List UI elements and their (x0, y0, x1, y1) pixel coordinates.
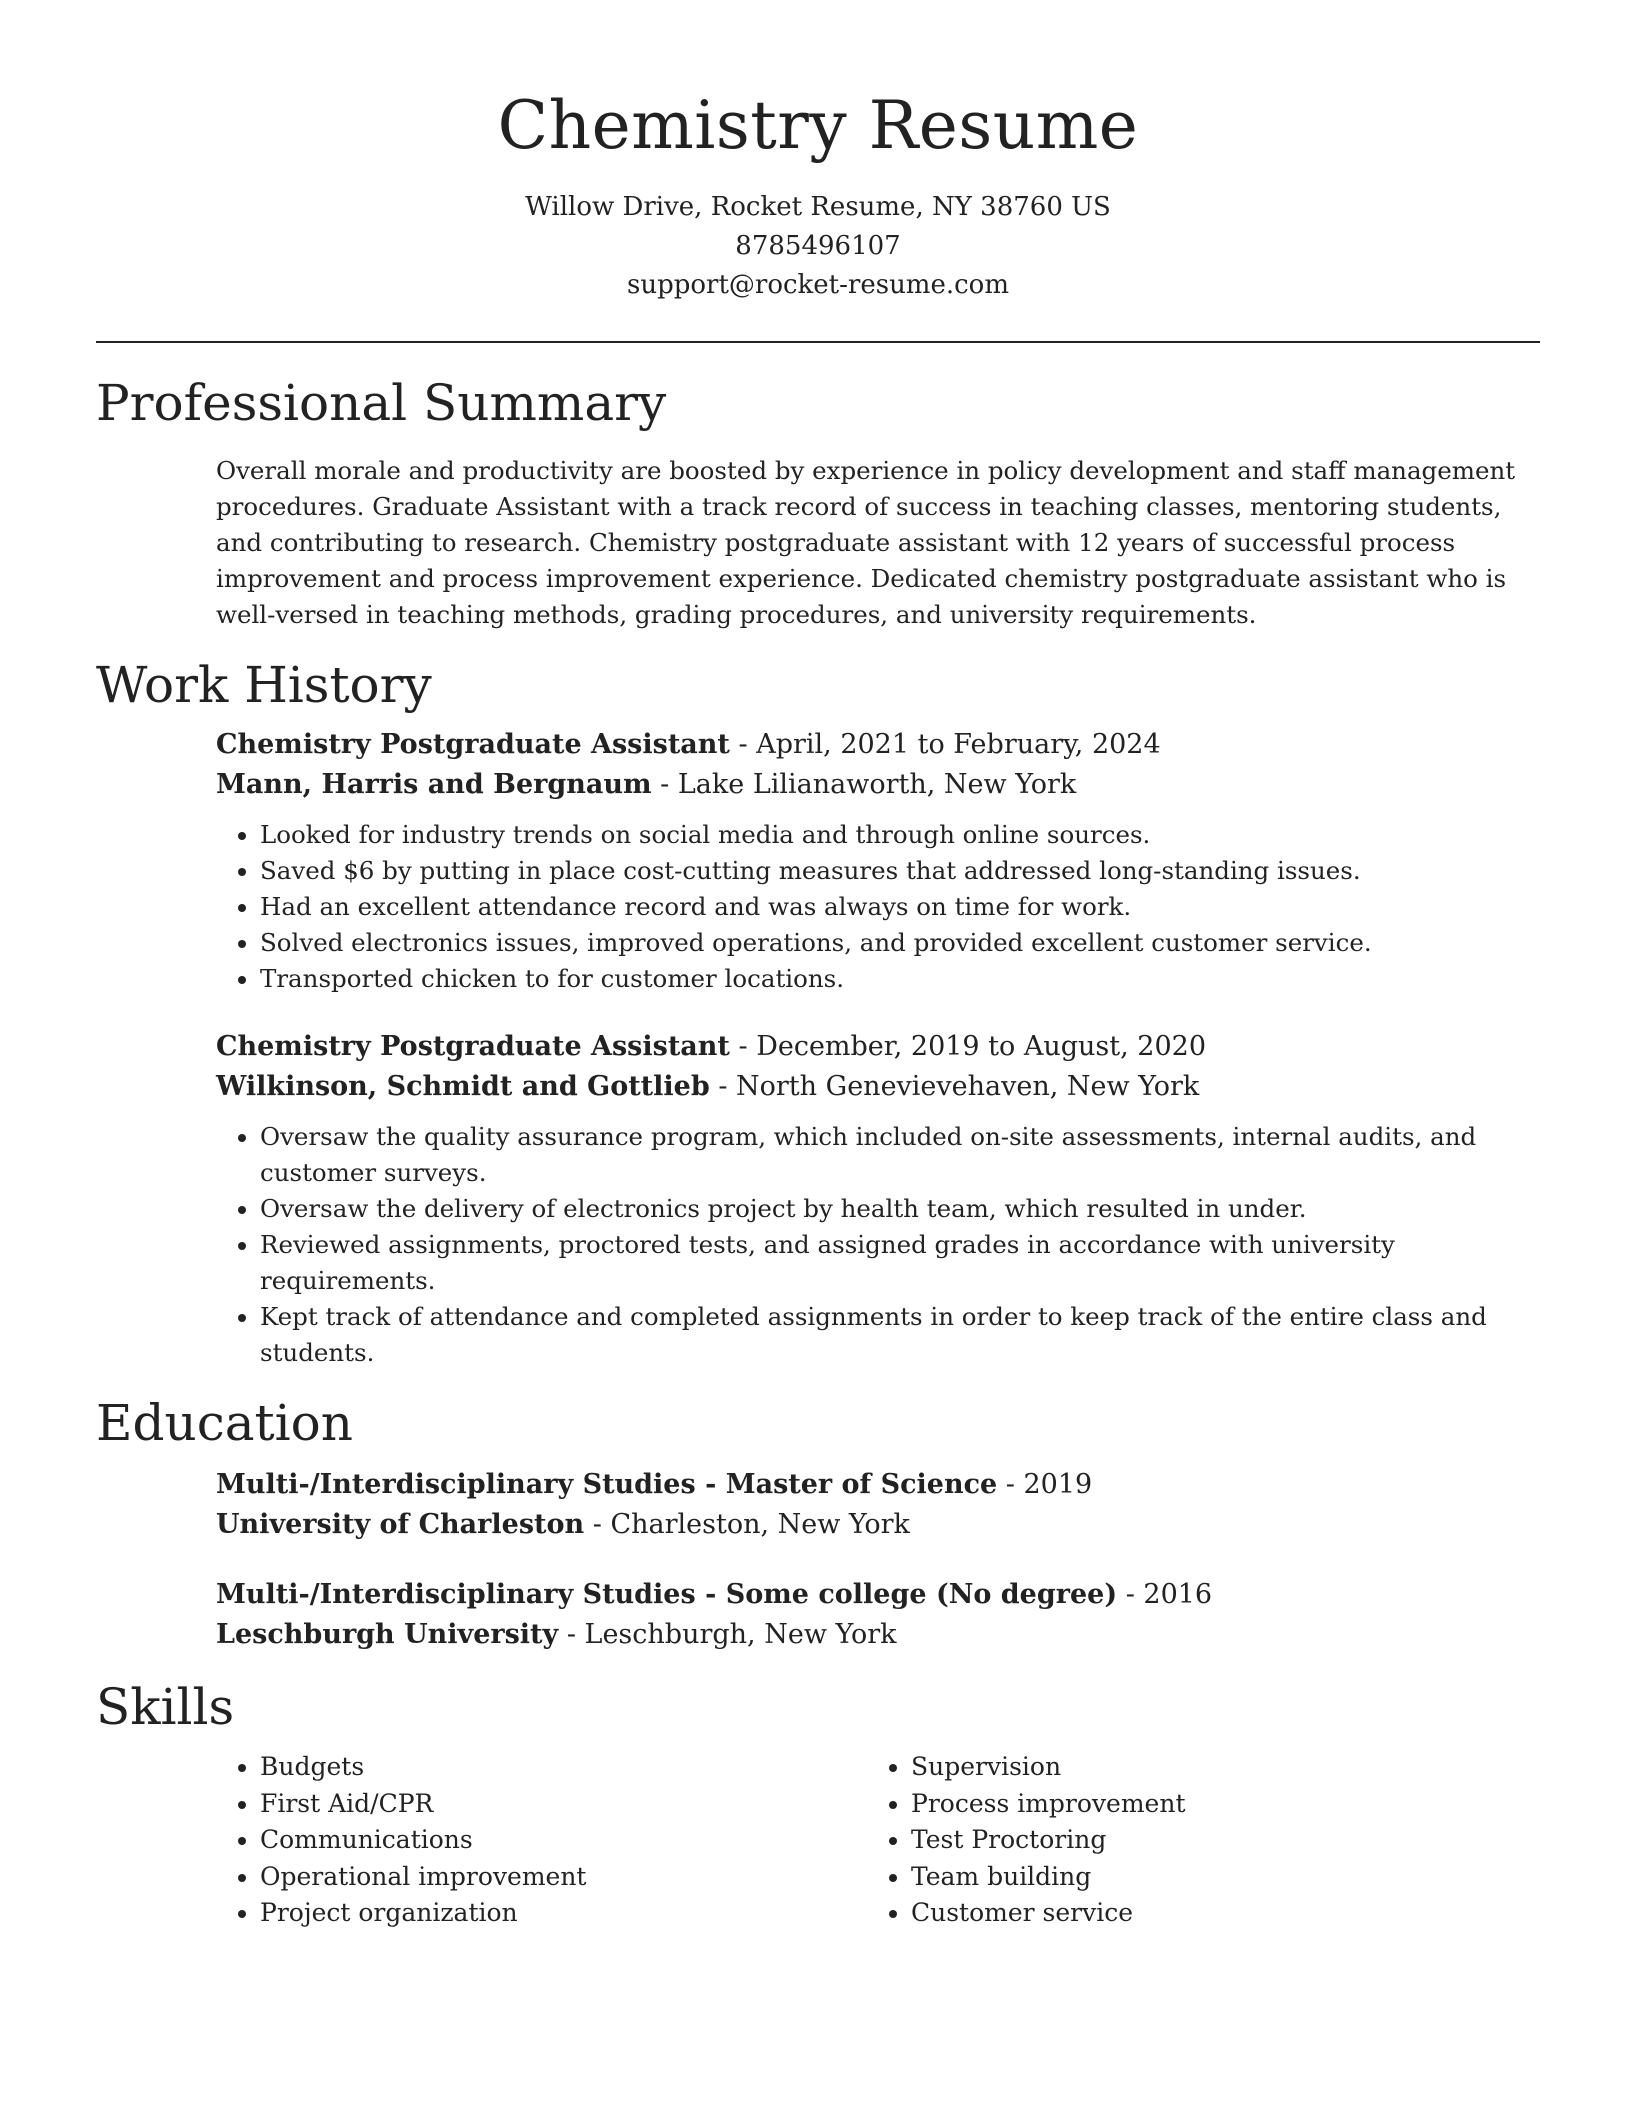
job-duties (216, 1119, 1540, 1371)
job-title: Chemistry Postgraduate Assistant (216, 729, 730, 760)
skill-item: • Customer service (911, 1895, 1518, 1932)
resume-header (96, 0, 1540, 305)
skill-item: • Budgets (260, 1749, 867, 1786)
resume-page (96, 0, 1540, 1932)
job-company-line (216, 1067, 1540, 1107)
education-entry (216, 1465, 1540, 1545)
education-entry (216, 1575, 1540, 1655)
email: support@rocket-resume.com (626, 270, 1009, 300)
job-title: Chemistry Postgraduate Assistant (216, 1031, 730, 1062)
school-name: Leschburgh University (216, 1619, 559, 1650)
job-title-line (216, 725, 1540, 765)
skill-item: • Project organization (260, 1895, 867, 1932)
education-heading: Education (96, 1394, 353, 1452)
school-line (216, 1615, 1540, 1655)
skill-item: • Process improvement (911, 1786, 1518, 1823)
school-location: - Leschburgh, New York (558, 1619, 897, 1650)
skills-list (216, 1749, 1540, 1932)
skill-item: • First Aid/CPR (260, 1786, 867, 1823)
list-item: • Oversaw the quality assurance program, which included on-site assessments, internal audits, and customer surveys. (260, 1119, 1540, 1191)
graduation-year: - 2016 (1117, 1579, 1213, 1610)
skills-column-right (867, 1749, 1518, 1932)
job-company-line (216, 765, 1540, 805)
job-company: Mann, Harris and Bergnaum (216, 769, 652, 800)
degree: Multi-/Interdisciplinary Studies - Some college (No degree) (216, 1579, 1118, 1610)
degree-line (216, 1575, 1540, 1615)
list-item: • Solved electronics issues, improved operations, and provided excellent customer service. (260, 925, 1540, 961)
skills-heading: Skills (96, 1678, 235, 1736)
summary-text: Overall morale and productivity are boosted by experience in policy development and staff management procedures. Graduate Assistant with a track record of success in teaching classes, mentoring students, and contributing to research. Chemistry postgraduate assistant with 12 years of successful process improvement and process improvement experience. Dedicated chemistry postgraduate assistant who is well-versed in teaching methods, grading procedures, and university requirements. (216, 456, 1516, 629)
job-dates: - April, 2021 to February, 2024 (729, 729, 1161, 760)
job-entry (216, 1027, 1540, 1371)
resume-title: Chemistry Resume (497, 87, 1139, 164)
job-location: - Lake Lilianaworth, New York (651, 769, 1077, 800)
skill-item: • Communications (260, 1822, 867, 1859)
skills-section (96, 1677, 1540, 1932)
skill-item: • Team building (911, 1859, 1518, 1896)
job-title-line (216, 1027, 1540, 1067)
degree: Multi-/Interdisciplinary Studies - Master of Science (216, 1469, 998, 1500)
job-entry (216, 725, 1540, 997)
list-item: • Saved $6 by putting in place cost-cutting measures that addressed long-standing issues. (260, 853, 1540, 889)
skill-item: • Operational improvement (260, 1859, 867, 1896)
job-dates: - December, 2019 to August, 2020 (729, 1031, 1207, 1062)
degree-line (216, 1465, 1540, 1505)
work-section (96, 655, 1540, 1371)
list-item: • Transported chicken to for customer locations. (260, 961, 1540, 997)
job-location: - North Genevievehaven, New York (709, 1071, 1200, 1102)
header-divider (96, 341, 1540, 343)
list-item: • Kept track of attendance and completed assignments in order to keep track of the entire class and students. (260, 1299, 1540, 1371)
graduation-year: - 2019 (997, 1469, 1093, 1500)
job-company: Wilkinson, Schmidt and Gottlieb (216, 1071, 710, 1102)
skill-item: • Supervision (911, 1749, 1518, 1786)
phone: 8785496107 (735, 231, 901, 261)
summary-heading: Professional Summary (96, 374, 667, 432)
contact-block (96, 188, 1540, 305)
work-heading: Work History (96, 656, 432, 714)
school-location: - Charleston, New York (584, 1509, 910, 1540)
education-section (96, 1393, 1540, 1655)
school-name: University of Charleston (216, 1509, 585, 1540)
list-item: • Had an excellent attendance record and was always on time for work. (260, 889, 1540, 925)
school-line (216, 1505, 1540, 1545)
list-item: • Reviewed assignments, proctored tests, and assigned grades in accordance with university requirements. (260, 1227, 1540, 1299)
list-item: • Looked for industry trends on social media and through online sources. (260, 817, 1540, 853)
skill-item: • Test Proctoring (911, 1822, 1518, 1859)
address: Willow Drive, Rocket Resume, NY 38760 US (525, 192, 1111, 222)
skills-column-left (216, 1749, 867, 1932)
job-duties (216, 817, 1540, 997)
list-item: • Oversaw the delivery of electronics project by health team, which resulted in under. (260, 1191, 1540, 1227)
summary-section (96, 373, 1540, 633)
